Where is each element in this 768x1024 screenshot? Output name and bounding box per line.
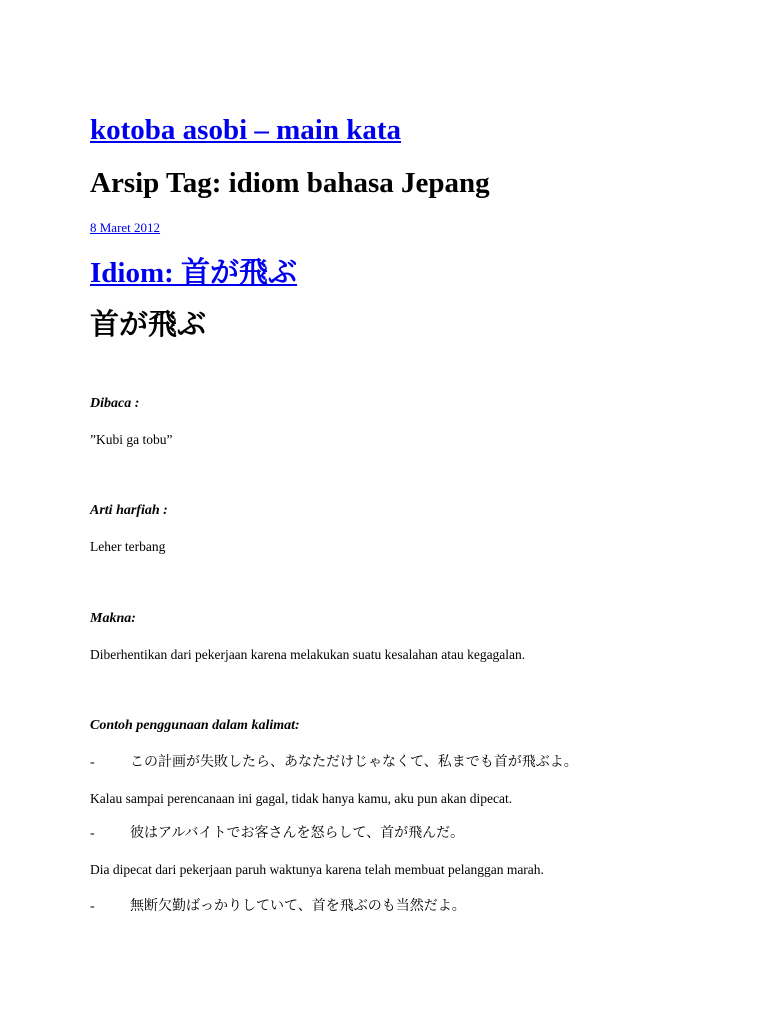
example-sentence-japanese bbox=[90, 752, 578, 773]
japanese-sentence: 無断欠勤ばっかりしていて、首を飛ぶのも当然だよ。 bbox=[130, 898, 466, 914]
post-title-link[interactable]: Idiom: 首が飛ぶ bbox=[90, 257, 298, 289]
list-dash: - bbox=[90, 755, 95, 770]
archive-title: Arsip Tag: idiom bahasa Jepang bbox=[90, 167, 490, 199]
example-sentence-translation: Kalau sampai perencanaan ini gagal, tidak hanya kamu, aku pun akan dipecat. bbox=[90, 791, 513, 806]
reading-label: Dibaca : bbox=[90, 396, 140, 411]
reading-value: ”Kubi ga tobu” bbox=[90, 432, 173, 447]
meaning-label: Makna: bbox=[90, 611, 136, 626]
post-date-link[interactable]: 8 Maret 2012 bbox=[90, 220, 161, 235]
list-dash: - bbox=[90, 826, 95, 841]
list-dash: - bbox=[90, 899, 95, 914]
literal-meaning-label: Arti harfiah : bbox=[90, 503, 168, 518]
japanese-sentence: 彼はアルバイトでお客さんを怒らして、首が飛んだ。 bbox=[130, 825, 465, 841]
example-sentence-translation: Dia dipecat dari pekerjaan paruh waktunya karena telah membuat pelanggan marah. bbox=[90, 862, 544, 877]
example-sentence-japanese bbox=[90, 823, 464, 844]
example-sentence-japanese bbox=[90, 896, 466, 917]
japanese-sentence: この計画が失敗したら、あなただけじゃなくて、私までも首が飛ぶよ。 bbox=[130, 754, 578, 770]
meaning-value: Diberhentikan dari pekerjaan karena melakukan suatu kesalahan atau kegagalan. bbox=[90, 647, 526, 662]
post-heading: 首が飛ぶ bbox=[90, 307, 207, 341]
literal-meaning-value: Leher terbang bbox=[90, 539, 166, 554]
site-title-link[interactable]: kotoba asobi – main kata bbox=[90, 114, 402, 146]
examples-label: Contoh penggunaan dalam kalimat: bbox=[90, 718, 300, 733]
